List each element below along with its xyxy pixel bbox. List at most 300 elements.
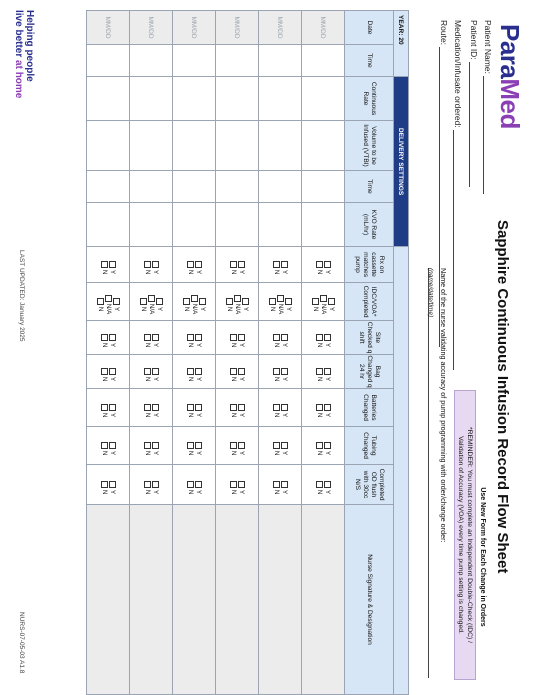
checkbox-icon[interactable] [109,334,116,341]
checkbox-option[interactable] [151,253,159,282]
checkbox-icon[interactable] [273,404,280,411]
col-header-continuous-rate: Continuous Rate [345,77,394,121]
checkbox-icon[interactable] [273,442,280,449]
checkbox-option[interactable] [186,327,194,354]
checkbox-icon[interactable] [152,334,159,341]
delivery-settings-header: DELIVERY SETTINGS [394,77,409,247]
checkbox-option[interactable] [311,289,319,320]
checkbox-option[interactable] [104,289,112,320]
validation-label: Name of the nurse validating accuracy of pump programming with order/change order: [439,268,448,543]
checkbox-option[interactable] [96,289,104,320]
checkbox-option[interactable] [108,433,116,464]
checkbox-icon[interactable] [226,298,233,305]
checkbox-label: Y [152,489,159,495]
checkbox-option[interactable] [229,433,237,464]
checkbox-label: Y [109,489,116,495]
checkbox-icon[interactable] [187,481,194,488]
checkbox-option[interactable] [280,361,288,388]
checkbox-label: N [229,376,237,382]
checkbox-icon[interactable] [148,295,155,302]
checkbox-option[interactable] [108,361,116,388]
checkbox-option[interactable] [315,361,323,388]
yes-no-cell [302,389,345,427]
entry-cell[interactable] [87,77,130,121]
patient-id-field[interactable] [469,20,479,187]
checkbox-option[interactable] [190,289,198,320]
entry-cell[interactable] [302,505,345,695]
checkbox-label: N [272,342,280,348]
entry-cell[interactable] [173,121,216,171]
checkbox-label: N [100,412,108,418]
checkbox-label: N [100,376,108,382]
checkbox-icon[interactable] [144,404,151,411]
checkbox-icon[interactable] [230,481,237,488]
checkbox-icon[interactable] [277,295,284,302]
checkbox-option[interactable] [143,253,151,282]
patient-name-field[interactable] [483,20,493,194]
checkbox-icon[interactable] [152,368,159,375]
checkbox-option[interactable] [151,361,159,388]
tagline [13,10,35,98]
entry-cell[interactable] [130,45,173,77]
entry-cell[interactable] [173,203,216,247]
checkbox-icon[interactable] [230,368,237,375]
table-row [130,11,173,695]
checkbox-option[interactable] [272,395,280,426]
yes-no-cell [302,283,345,321]
entry-cell[interactable] [302,121,345,171]
checkbox-option[interactable] [155,289,163,320]
checkbox-label: N [272,450,280,456]
yes-no-cell [87,465,130,505]
checkbox-icon[interactable] [316,481,323,488]
checkbox-label: Y [109,376,116,382]
checkbox-option[interactable] [108,471,116,504]
checkbox-icon[interactable] [97,298,104,305]
checkbox-label: Y [156,306,164,312]
checkbox-option[interactable] [229,395,237,426]
year-header[interactable]: YEAR: 20 [394,11,409,77]
entry-cell[interactable] [130,77,173,121]
checkbox-option[interactable] [237,433,245,464]
checkbox-label: N [315,376,323,382]
date-cell[interactable]: MM/DD [216,11,259,45]
checkbox-icon[interactable] [152,261,159,268]
entry-cell[interactable] [87,505,130,695]
checkbox-label: N [139,306,147,312]
entry-cell[interactable] [173,77,216,121]
checkbox-option[interactable] [272,253,280,282]
entry-cell[interactable] [87,203,130,247]
checkbox-label: N [272,412,280,418]
checkbox-icon[interactable] [324,481,331,488]
checkbox-icon[interactable] [316,334,323,341]
validation-hint: (name/date/time) [427,268,434,318]
checkbox-label: N [143,450,151,456]
checkbox-icon[interactable] [273,481,280,488]
checkbox-option[interactable] [194,253,202,282]
checkbox-icon[interactable] [101,404,108,411]
checkbox-icon[interactable] [113,298,120,305]
checkbox-icon[interactable] [281,404,288,411]
checkbox-label: Y [109,412,116,418]
checkbox-option[interactable] [225,289,233,320]
checkbox-icon[interactable] [144,368,151,375]
checkbox-option[interactable] [241,289,249,320]
checkbox-icon[interactable] [195,442,202,449]
checkbox-label: N/A [190,303,198,315]
entry-cell[interactable] [130,171,173,203]
checkbox-option[interactable] [186,395,194,426]
checkbox-icon[interactable] [140,298,147,305]
checkbox-option[interactable] [100,471,108,504]
checkbox-label: N [315,489,323,495]
checkbox-icon[interactable] [281,261,288,268]
tagline-line-2b: at home [13,60,24,99]
checkbox-icon[interactable] [324,442,331,449]
checkbox-option[interactable] [112,289,120,320]
checkbox-icon[interactable] [101,368,108,375]
checkbox-option[interactable] [108,253,116,282]
checkbox-option[interactable] [151,395,159,426]
checkbox-option[interactable] [100,361,108,388]
checkbox-option[interactable] [237,471,245,504]
checkbox-icon[interactable] [101,481,108,488]
yes-no-cell [130,465,173,505]
checkbox-label: Y [324,489,331,495]
col-header-rx-cassette: Rx on cassette matches pump [345,247,394,283]
checkbox-option[interactable] [323,361,331,388]
checkbox-option[interactable] [315,327,323,354]
checkbox-icon[interactable] [199,298,206,305]
checkbox-option[interactable] [186,433,194,464]
entry-cell[interactable] [302,203,345,247]
checkbox-option[interactable] [323,433,331,464]
yes-no-cell [173,247,216,283]
checkbox-option[interactable] [143,433,151,464]
checkbox-label: N/A [233,303,241,315]
checkbox-icon[interactable] [281,481,288,488]
checkbox-icon[interactable] [230,404,237,411]
yes-no-cell [259,427,302,465]
entry-cell[interactable] [216,77,259,121]
checkbox-option[interactable] [280,433,288,464]
checkbox-icon[interactable] [238,261,245,268]
checkbox-icon[interactable] [238,334,245,341]
checkbox-icon[interactable] [144,334,151,341]
checkbox-label: Y [285,306,293,312]
entry-cell[interactable] [173,45,216,77]
checkbox-icon[interactable] [273,334,280,341]
checkbox-option[interactable] [143,327,151,354]
entry-cell[interactable] [130,203,173,247]
checkbox-label: N [182,306,190,312]
checkbox-icon[interactable] [152,404,159,411]
checkbox-icon[interactable] [324,261,331,268]
checkbox-option[interactable] [194,471,202,504]
medication-line[interactable] [453,130,463,370]
checkbox-option[interactable] [139,289,147,320]
entry-cell[interactable] [259,171,302,203]
checkbox-option[interactable] [319,289,327,320]
checkbox-icon[interactable] [281,334,288,341]
entry-cell[interactable] [259,45,302,77]
col-header-kvo-rate: KVO Rate (mL/hr) [345,203,394,247]
checkbox-option[interactable] [327,289,335,320]
checkbox-option[interactable] [143,395,151,426]
entry-cell[interactable] [302,45,345,77]
checkbox-option[interactable] [194,433,202,464]
checkbox-label: N [268,306,276,312]
checkbox-option[interactable] [280,327,288,354]
checkbox-icon[interactable] [316,261,323,268]
checkbox-icon[interactable] [187,334,194,341]
checkbox-label: Y [281,376,288,382]
checkbox-label: N [143,489,151,495]
checkbox-option[interactable] [108,327,116,354]
checkbox-icon[interactable] [238,404,245,411]
infusion-record-table [86,10,409,695]
checkbox-option[interactable] [143,471,151,504]
checkbox-option[interactable] [147,289,155,320]
record-rows [87,11,345,695]
entry-cell[interactable] [216,203,259,247]
checkbox-option[interactable] [280,471,288,504]
checkbox-option[interactable] [229,471,237,504]
checkbox-option[interactable] [229,327,237,354]
tagline-line-2a: live better [13,10,24,61]
checkbox-option[interactable] [237,395,245,426]
checkbox-label: Y [238,489,245,495]
checkbox-option[interactable] [100,395,108,426]
checkbox-option[interactable] [151,471,159,504]
patient-id-line[interactable] [469,62,479,187]
yes-no-cell [302,321,345,355]
checkbox-icon[interactable] [242,298,249,305]
checkbox-label: Y [324,376,331,382]
form-code: NURS-07-05-03 A1.8 [18,612,25,674]
entry-cell[interactable] [173,171,216,203]
checkbox-option[interactable] [186,253,194,282]
checkbox-option[interactable] [194,361,202,388]
checkbox-icon[interactable] [324,368,331,375]
checkbox-icon[interactable] [187,261,194,268]
yes-no-cell [87,355,130,389]
checkbox-icon[interactable] [269,298,276,305]
checkbox-option[interactable] [186,471,194,504]
checkbox-icon[interactable] [316,442,323,449]
checkbox-icon[interactable] [144,481,151,488]
checkbox-option[interactable] [198,289,206,320]
checkbox-icon[interactable] [316,368,323,375]
date-cell[interactable]: MM/DD [130,11,173,45]
checkbox-label: N [272,376,280,382]
patient-name-label: Patient Name: [483,20,493,74]
checkbox-icon[interactable] [328,298,335,305]
checkbox-icon[interactable] [230,442,237,449]
checkbox-option[interactable] [323,253,331,282]
checkbox-icon[interactable] [144,442,151,449]
checkbox-option[interactable] [323,327,331,354]
checkbox-icon[interactable] [238,481,245,488]
checkbox-icon[interactable] [230,334,237,341]
checkbox-option[interactable] [194,327,202,354]
date-cell[interactable]: MM/DD [259,11,302,45]
checkbox-option[interactable] [100,433,108,464]
checkbox-icon[interactable] [109,261,116,268]
checkbox-option[interactable] [151,433,159,464]
yes-no-cell [173,355,216,389]
checkbox-option[interactable] [237,253,245,282]
checkbox-icon[interactable] [273,261,280,268]
checkbox-icon[interactable] [273,368,280,375]
checkbox-icon[interactable] [101,261,108,268]
paramed-logo [494,24,525,129]
checkbox-option[interactable] [100,327,108,354]
checkbox-icon[interactable] [320,295,327,302]
checkbox-option[interactable] [272,327,280,354]
checkbox-icon[interactable] [152,481,159,488]
patient-name-line[interactable] [483,76,493,194]
checkbox-option[interactable] [323,395,331,426]
checkbox-option[interactable] [237,327,245,354]
tagline-line-1: Helping people [24,10,35,82]
checkbox-option[interactable] [108,395,116,426]
checkbox-icon[interactable] [187,404,194,411]
checkbox-option[interactable] [100,253,108,282]
checkbox-option[interactable] [315,395,323,426]
checkbox-option[interactable] [229,361,237,388]
entry-cell[interactable] [87,121,130,171]
checkbox-option[interactable] [280,395,288,426]
checkbox-icon[interactable] [238,442,245,449]
checkbox-icon[interactable] [238,368,245,375]
checkbox-option[interactable] [272,433,280,464]
date-cell[interactable]: MM/DD [302,11,345,45]
checkbox-label: N [229,269,237,275]
checkbox-option[interactable] [315,471,323,504]
checkbox-icon[interactable] [187,368,194,375]
logo-part-2: Med [495,78,525,129]
checkbox-option[interactable] [233,289,241,320]
checkbox-icon[interactable] [195,261,202,268]
entry-cell[interactable] [259,505,302,695]
checkbox-icon[interactable] [285,298,292,305]
checkbox-icon[interactable] [195,368,202,375]
entry-cell[interactable] [87,171,130,203]
checkbox-icon[interactable] [281,442,288,449]
checkbox-label: N [186,376,194,382]
col-header-site-checked: Site Checked q shift [345,321,394,355]
validation-line[interactable] [428,268,439,678]
yes-no-cell [259,465,302,505]
checkbox-option[interactable] [315,253,323,282]
checkbox-icon[interactable] [101,442,108,449]
entry-cell[interactable] [130,505,173,695]
checkbox-label: Y [238,342,245,348]
entry-cell[interactable] [87,45,130,77]
date-cell[interactable]: MM/DD [173,11,216,45]
checkbox-label: Y [281,412,288,418]
yes-no-cell [216,283,259,321]
checkbox-option[interactable] [272,471,280,504]
checkbox-icon[interactable] [109,368,116,375]
checkbox-icon[interactable] [195,481,202,488]
yes-no-cell [87,283,130,321]
checkbox-option[interactable] [186,361,194,388]
checkbox-label: N [100,489,108,495]
checkbox-option[interactable] [276,289,284,320]
entry-cell[interactable] [302,171,345,203]
checkbox-icon[interactable] [195,404,202,411]
entry-cell[interactable] [216,505,259,695]
checkbox-icon[interactable] [191,295,198,302]
checkbox-option[interactable] [237,361,245,388]
entry-cell[interactable] [259,203,302,247]
checkbox-label: Y [328,306,336,312]
checkbox-icon[interactable] [152,442,159,449]
entry-cell[interactable] [259,121,302,171]
checkbox-option[interactable] [272,361,280,388]
checkbox-icon[interactable] [183,298,190,305]
checkbox-icon[interactable] [144,261,151,268]
checkbox-option[interactable] [151,327,159,354]
entry-cell[interactable] [259,77,302,121]
checkbox-icon[interactable] [234,295,241,302]
checkbox-icon[interactable] [324,334,331,341]
medication-field[interactable] [453,20,463,370]
checkbox-option[interactable] [323,471,331,504]
checkbox-option[interactable] [194,395,202,426]
checkbox-icon[interactable] [230,261,237,268]
entry-cell[interactable] [216,121,259,171]
checkbox-icon[interactable] [281,368,288,375]
checkbox-icon[interactable] [312,298,319,305]
checkbox-icon[interactable] [101,334,108,341]
validation-field[interactable] [428,268,448,678]
col-header-bag-changed: Bag Changed q 24 hr [345,355,394,389]
checkbox-icon[interactable] [105,295,112,302]
checkbox-label: Y [109,342,116,348]
checkbox-icon[interactable] [316,404,323,411]
checkbox-icon[interactable] [109,442,116,449]
checkbox-option[interactable] [182,289,190,320]
checkbox-label: N/A [147,303,155,315]
checkbox-option[interactable] [284,289,292,320]
entry-cell[interactable] [216,171,259,203]
entry-cell[interactable] [173,505,216,695]
checkbox-label: N [272,269,280,275]
checkbox-icon[interactable] [195,334,202,341]
checkbox-option[interactable] [143,361,151,388]
checkbox-option[interactable] [268,289,276,320]
checkbox-icon[interactable] [109,404,116,411]
checkbox-option[interactable] [315,433,323,464]
entry-cell[interactable] [302,77,345,121]
yes-no-cell [216,427,259,465]
checkbox-icon[interactable] [187,442,194,449]
date-cell[interactable]: MM/DD [87,11,130,45]
checkbox-option[interactable] [229,253,237,282]
entry-cell[interactable] [216,45,259,77]
checkbox-icon[interactable] [109,481,116,488]
yes-no-cell [130,321,173,355]
entry-cell[interactable] [130,121,173,171]
checkbox-icon[interactable] [156,298,163,305]
checkbox-icon[interactable] [324,404,331,411]
checkbox-label: N [186,450,194,456]
checkbox-option[interactable] [280,253,288,282]
